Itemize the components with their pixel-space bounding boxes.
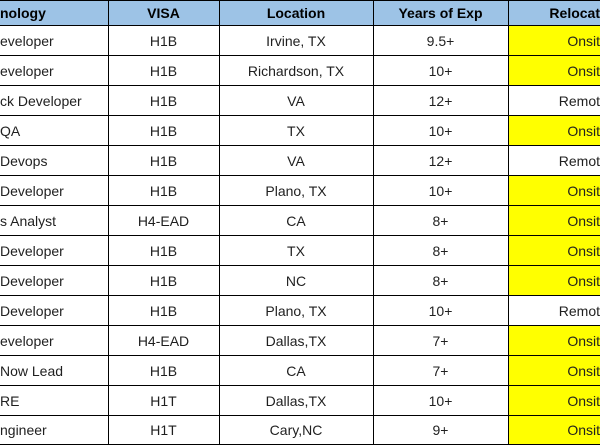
table-row	[0, 386, 600, 416]
table-row	[0, 206, 600, 236]
visa-cell[interactable]: H1B	[108, 146, 219, 176]
technology-cell[interactable]: eveloper	[0, 26, 108, 56]
table-header	[0, 1, 600, 26]
header-cell-years-of-exp[interactable]: Years of Exp	[373, 1, 508, 26]
technology-cell[interactable]: eveloper	[0, 326, 108, 356]
table-row	[0, 86, 600, 116]
relocation-cell[interactable]: Onsit	[508, 206, 600, 236]
visa-cell[interactable]: H1T	[108, 416, 219, 445]
years-of-exp-cell[interactable]: 10+	[373, 176, 508, 206]
location-cell[interactable]: Plano, TX	[219, 176, 373, 206]
visa-cell[interactable]: H1B	[108, 356, 219, 386]
relocation-cell[interactable]: Onsit	[508, 326, 600, 356]
table-row	[0, 326, 600, 356]
location-cell[interactable]: CA	[219, 206, 373, 236]
location-cell[interactable]: CA	[219, 356, 373, 386]
years-of-exp-cell[interactable]: 10+	[373, 296, 508, 326]
visa-cell[interactable]: H4-EAD	[108, 326, 219, 356]
technology-cell[interactable]: Devops	[0, 146, 108, 176]
relocation-cell[interactable]: Onsit	[508, 176, 600, 206]
location-cell[interactable]: TX	[219, 116, 373, 146]
technology-cell[interactable]: eveloper	[0, 56, 108, 86]
table-row	[0, 176, 600, 206]
table-body	[0, 26, 600, 445]
table-row	[0, 146, 600, 176]
technology-cell[interactable]: QA	[0, 116, 108, 146]
technology-cell[interactable]: Developer	[0, 296, 108, 326]
technology-cell[interactable]: Developer	[0, 176, 108, 206]
visa-cell[interactable]: H1B	[108, 86, 219, 116]
location-cell[interactable]: Irvine, TX	[219, 26, 373, 56]
technology-cell[interactable]: ngineer	[0, 416, 108, 445]
visa-cell[interactable]: H1B	[108, 266, 219, 296]
relocation-cell[interactable]: Remot	[508, 86, 600, 116]
years-of-exp-cell[interactable]: 7+	[373, 356, 508, 386]
location-cell[interactable]: TX	[219, 236, 373, 266]
years-of-exp-cell[interactable]: 10+	[373, 56, 508, 86]
technology-cell[interactable]: Developer	[0, 236, 108, 266]
relocation-cell[interactable]: Onsit	[508, 116, 600, 146]
visa-cell[interactable]: H1T	[108, 386, 219, 416]
technology-cell[interactable]: RE	[0, 386, 108, 416]
years-of-exp-cell[interactable]: 8+	[373, 266, 508, 296]
relocation-cell[interactable]: Onsit	[508, 56, 600, 86]
table-row	[0, 296, 600, 326]
years-of-exp-cell[interactable]: 10+	[373, 386, 508, 416]
header-cell-location[interactable]: Location	[219, 1, 373, 26]
years-of-exp-cell[interactable]: 10+	[373, 116, 508, 146]
visa-cell[interactable]: H1B	[108, 116, 219, 146]
visa-cell[interactable]: H1B	[108, 236, 219, 266]
table-row	[0, 416, 600, 445]
table-row	[0, 116, 600, 146]
technology-cell[interactable]: Now Lead	[0, 356, 108, 386]
years-of-exp-cell[interactable]: 8+	[373, 236, 508, 266]
relocation-cell[interactable]: Onsit	[508, 26, 600, 56]
relocation-cell[interactable]: Onsit	[508, 386, 600, 416]
table-row	[0, 26, 600, 56]
relocation-cell[interactable]: Onsit	[508, 416, 600, 445]
location-cell[interactable]: Richardson, TX	[219, 56, 373, 86]
visa-cell[interactable]: H1B	[108, 56, 219, 86]
relocation-cell[interactable]: Onsit	[508, 266, 600, 296]
years-of-exp-cell[interactable]: 9.5+	[373, 26, 508, 56]
location-cell[interactable]: VA	[219, 146, 373, 176]
relocation-cell[interactable]: Remot	[508, 296, 600, 326]
visa-cell[interactable]: H1B	[108, 296, 219, 326]
header-row	[0, 1, 600, 26]
visa-cell[interactable]: H1B	[108, 26, 219, 56]
location-cell[interactable]: Cary,NC	[219, 416, 373, 445]
relocation-cell[interactable]: Remot	[508, 146, 600, 176]
years-of-exp-cell[interactable]: 12+	[373, 146, 508, 176]
years-of-exp-cell[interactable]: 7+	[373, 326, 508, 356]
years-of-exp-cell[interactable]: 8+	[373, 206, 508, 236]
table-row	[0, 266, 600, 296]
location-cell[interactable]: Dallas,TX	[219, 326, 373, 356]
table-row	[0, 356, 600, 386]
visa-cell[interactable]: H4-EAD	[108, 206, 219, 236]
years-of-exp-cell[interactable]: 9+	[373, 416, 508, 445]
table-row	[0, 236, 600, 266]
location-cell[interactable]: Plano, TX	[219, 296, 373, 326]
technology-cell[interactable]: s Analyst	[0, 206, 108, 236]
header-cell-visa[interactable]: VISA	[108, 1, 219, 26]
visa-cell[interactable]: H1B	[108, 176, 219, 206]
location-cell[interactable]: NC	[219, 266, 373, 296]
location-cell[interactable]: Dallas,TX	[219, 386, 373, 416]
table-row	[0, 56, 600, 86]
location-cell[interactable]: VA	[219, 86, 373, 116]
header-cell-relocation[interactable]: Relocat	[508, 1, 600, 26]
relocation-cell[interactable]: Onsit	[508, 356, 600, 386]
years-of-exp-cell[interactable]: 12+	[373, 86, 508, 116]
relocation-cell[interactable]: Onsit	[508, 236, 600, 266]
technology-cell[interactable]: ck Developer	[0, 86, 108, 116]
header-cell-technology[interactable]: nology	[0, 1, 108, 26]
technology-cell[interactable]: Developer	[0, 266, 108, 296]
